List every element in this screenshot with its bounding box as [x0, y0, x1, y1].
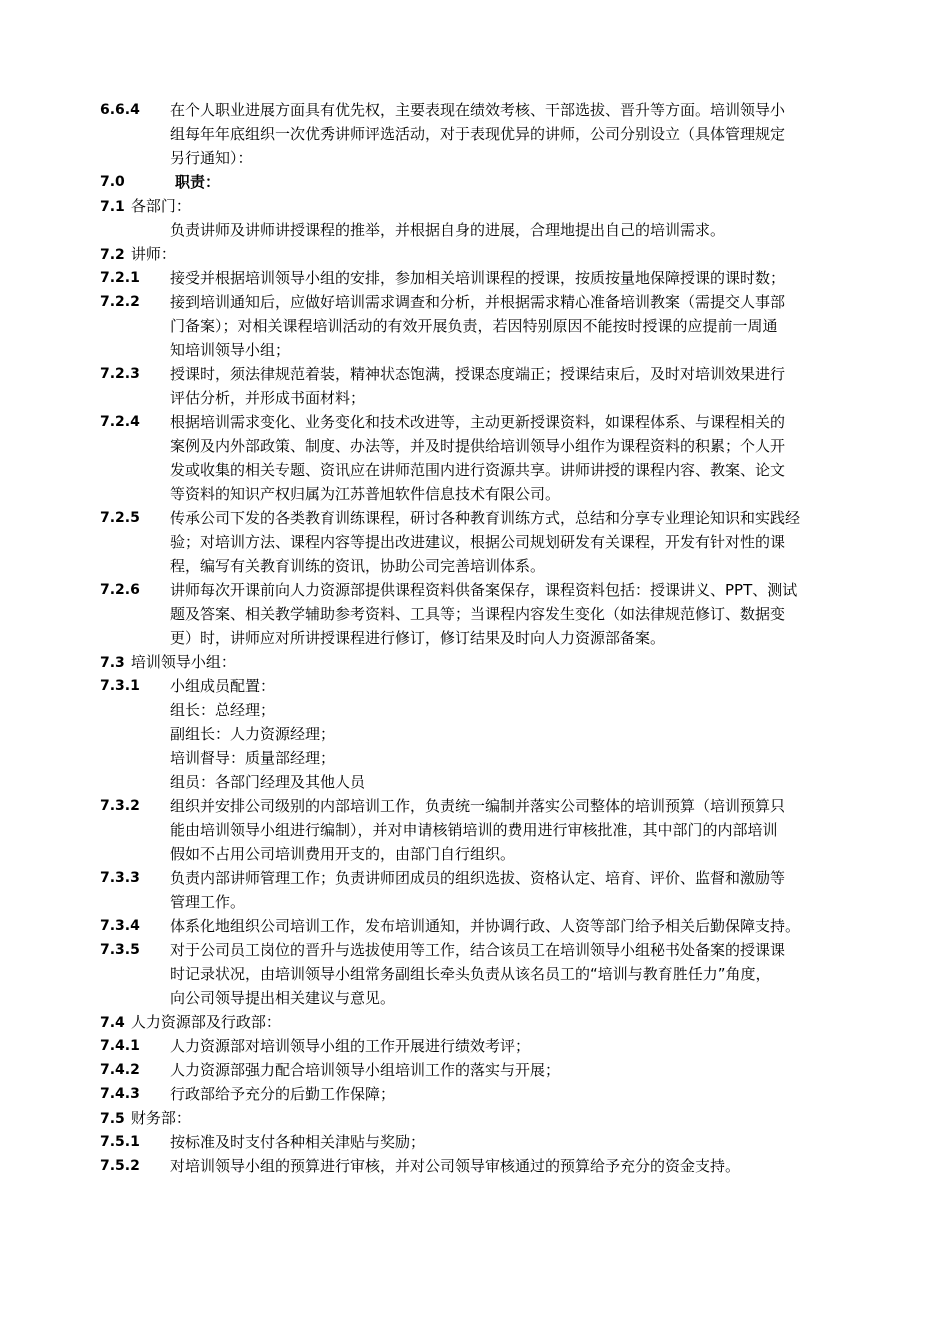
section-label [100, 1010, 281, 1035]
clause-number: 7.2.4 [100, 414, 140, 430]
clause-text: 人力资源部强力配合培训领导小组培训工作的落实与开展； [170, 1061, 561, 1079]
clause-line [0, 146, 950, 170]
clause-text: 培训督导：质量部经理； [170, 749, 336, 767]
section-heading [0, 194, 950, 218]
clause-line [0, 722, 950, 746]
clause-text: 行政部给予充分的后勤工作保障； [170, 1085, 396, 1103]
section-heading [0, 1106, 950, 1130]
section-label [100, 650, 236, 675]
clause-line [0, 386, 950, 410]
clause-line [0, 530, 950, 554]
clause-text: 组员：各部门经理及其他人员 [170, 773, 366, 791]
clause-line [0, 482, 950, 506]
clause-line [0, 290, 950, 314]
clause-line [0, 890, 950, 914]
clause-line [0, 770, 950, 794]
section-number: 7.1 [100, 199, 125, 215]
clause-text: 管理工作。 [170, 893, 246, 911]
clause-line [0, 362, 950, 386]
clause-text: 授课时，须法律规范着装，精神状态饱满，授课态度端正；授课结束后，及时对培训效果进行 [170, 365, 786, 383]
clause-text: 题及答案、相关教学辅助参考资料、工具等；当课程内容发生变化（如法律规范修订、数据变 [170, 605, 786, 623]
clause-number: 7.4.3 [100, 1086, 140, 1102]
clause-line [0, 1154, 950, 1178]
chapter-heading [0, 170, 950, 194]
section-heading [0, 650, 950, 674]
clause-line [0, 506, 950, 530]
clause-text: 向公司领导提出相关建议与意见。 [170, 989, 396, 1007]
clause-line [0, 866, 950, 890]
clause-line [0, 746, 950, 770]
clause-text: 根据培训需求变化、业务变化和技术改进等，主动更新授课资料，如课程体系、与课程相关的 [170, 413, 786, 431]
clause-line [0, 1082, 950, 1106]
clause-text: 等资料的知识产权归属为江苏普旭软件信息技术有限公司。 [170, 485, 561, 503]
clause-text: 负责内部讲师管理工作；负责讲师团成员的组织选拔、资格认定、培育、评价、监督和激励等 [170, 869, 786, 887]
clause-text: 讲师每次开课前向人力资源部提供课程资料供备案保存，课程资料包括：授课讲义、PPT、测试 [170, 581, 798, 599]
section-title: 人力资源部及行政部： [130, 1013, 281, 1031]
clause-line [0, 674, 950, 698]
clause-number: 7.3.2 [100, 798, 140, 814]
clause-number: 7.3.4 [100, 918, 140, 934]
clause-line [0, 1058, 950, 1082]
clause-line [0, 338, 950, 362]
clause-text: 时记录状况，由培训领导小组常务副组长牵头负责从该名员工的“培训与教育胜任力”角度， [170, 965, 771, 983]
section-title: 各部门： [130, 197, 191, 215]
chapter-title: 职责： [175, 173, 221, 191]
clause-text: 小组成员配置： [170, 677, 276, 695]
clause-text: 人力资源部对培训领导小组的工作开展进行绩效考评； [170, 1037, 531, 1055]
clause-line [0, 458, 950, 482]
clause-text: 负责讲师及讲师讲授课程的推举，并根据自身的进展，合理地提出自己的培训需求。 [170, 221, 726, 239]
clause-line [0, 218, 950, 242]
clause-line [0, 986, 950, 1010]
clause-text: 对于公司员工岗位的晋升与选拔使用等工作，结合该员工在培训领导小组秘书处备案的授课课 [170, 941, 786, 959]
section-title: 讲师： [130, 245, 176, 263]
section-label [100, 1106, 191, 1131]
clause-number: 7.3.5 [100, 942, 140, 958]
clause-number: 7.2.2 [100, 294, 140, 310]
clause-line [0, 914, 950, 938]
clause-text: 知培训领导小组； [170, 341, 291, 359]
clause-text: 副组长：人力资源经理； [170, 725, 336, 743]
clause-line [0, 410, 950, 434]
clause-text: 发或收集的相关专题、资讯应在讲师范围内进行资源共享。讲师讲授的课程内容、教案、论文 [170, 461, 786, 479]
section-label [100, 242, 176, 267]
chapter-number: 7.0 [100, 174, 125, 190]
section-title: 财务部： [130, 1109, 191, 1127]
clause-line [0, 434, 950, 458]
clause-line [0, 1130, 950, 1154]
section-title: 培训领导小组： [130, 653, 236, 671]
clause-number: 7.2.1 [100, 270, 140, 286]
clause-number: 7.4.1 [100, 1038, 140, 1054]
section-number: 7.2 [100, 247, 125, 263]
clause-line [0, 842, 950, 866]
clause-text: 组长：总经理； [170, 701, 276, 719]
clause-number: 7.5.1 [100, 1134, 140, 1150]
clause-text: 评估分析，并形成书面材料； [170, 389, 366, 407]
clause-number: 7.4.2 [100, 1062, 140, 1078]
clause-text: 假如不占用公司培训费用开支的，由部门自行组织。 [170, 845, 516, 863]
clause-text: 门备案）；对相关课程培训活动的有效开展负责，若因特别原因不能按时授课的应提前一周通 [170, 317, 778, 335]
clause-line [0, 266, 950, 290]
clause-number: 7.3.3 [100, 870, 140, 886]
clause-text: 按标准及时支付各种相关津贴与奖励； [170, 1133, 426, 1151]
clause-line [0, 554, 950, 578]
section-number: 7.3 [100, 655, 125, 671]
clause-number: 7.5.2 [100, 1158, 140, 1174]
section-heading [0, 1010, 950, 1034]
clause-line [0, 1034, 950, 1058]
clause-line [0, 698, 950, 722]
clause-text: 在个人职业进展方面具有优先权，主要表现在绩效考核、干部选拔、晋升等方面。培训领导小 [170, 101, 786, 119]
clause-line [0, 602, 950, 626]
clause-line [0, 98, 950, 122]
clause-number: 7.2.5 [100, 510, 140, 526]
clause-text: 能由培训领导小组进行编制），并对申请核销培训的费用进行审核批准，其中部门的内部培训 [170, 821, 778, 839]
clause-number: 7.2.3 [100, 366, 140, 382]
clause-text: 接到培训通知后，应做好培训需求调查和分析，并根据需求精心准备培训教案（需提交人事部 [170, 293, 786, 311]
clause-line [0, 578, 950, 602]
clause-text: 程，编写有关教育训练的资讯，协助公司完善培训体系。 [170, 557, 546, 575]
clause-number: 7.2.6 [100, 582, 140, 598]
clause-text: 接受并根据培训领导小组的安排，参加相关培训课程的授课，按质按量地保障授课的课时数； [170, 269, 786, 287]
clause-text: 传承公司下发的各类教育训练课程，研讨各种教育训练方式，总结和分享专业理论知识和实践经 [170, 509, 801, 527]
clause-text: 体系化地组织公司培训工作，发布培训通知，并协调行政、人资等部门给予相关后勤保障支持。 [170, 917, 801, 935]
section-heading [0, 242, 950, 266]
section-number: 7.5 [100, 1111, 125, 1127]
clause-number: 7.3.1 [100, 678, 140, 694]
clause-line [0, 938, 950, 962]
clause-text: 对培训领导小组的预算进行审核，并对公司领导审核通过的预算给予充分的资金支持。 [170, 1157, 741, 1175]
clause-line [0, 626, 950, 650]
clause-line [0, 962, 950, 986]
clause-line [0, 794, 950, 818]
clause-number: 6.6.4 [100, 102, 140, 118]
clause-text: 另行通知）： [170, 149, 253, 167]
clause-text: 组织并安排公司级别的内部培训工作，负责统一编制并落实公司整体的培训预算（培训预算只 [170, 797, 786, 815]
clause-line [0, 314, 950, 338]
clause-text: 验；对培训方法、课程内容等提出改进建议，根据公司规划研发有关课程，开发有针对性的课 [170, 533, 786, 551]
clause-text: 案例及内外部政策、制度、办法等，并及时提供给培训领导小组作为课程资料的积累；个人开 [170, 437, 786, 455]
clause-line [0, 122, 950, 146]
section-number: 7.4 [100, 1015, 125, 1031]
clause-line [0, 818, 950, 842]
clause-text: 更）时，讲师应对所讲授课程进行修订，修订结果及时向人力资源部备案。 [170, 629, 666, 647]
clause-text: 组每年年底组织一次优秀讲师评选活动，对于表现优异的讲师，公司分别设立（具体管理规定 [170, 125, 786, 143]
section-label [100, 194, 191, 219]
